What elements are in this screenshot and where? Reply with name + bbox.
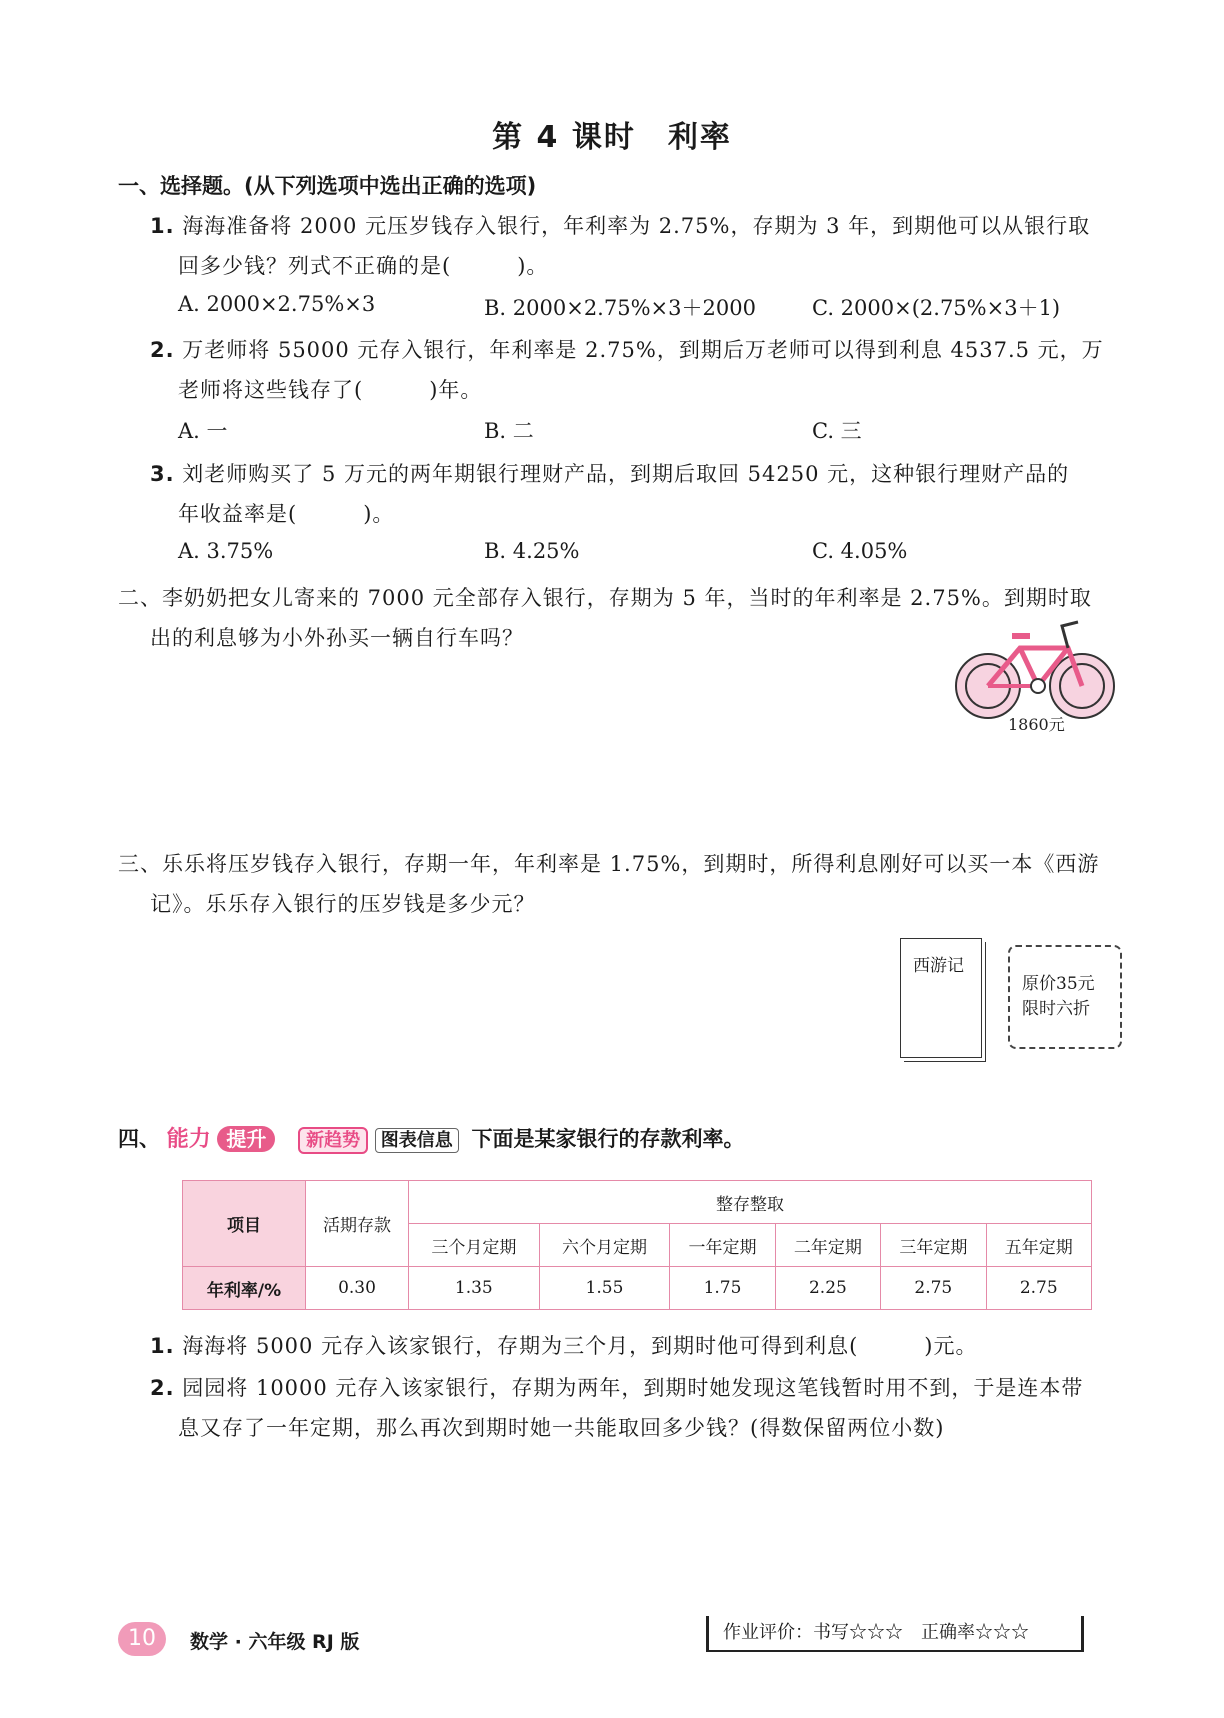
section-3-line2: 记》。乐乐存入银行的压岁钱是多少元？ bbox=[150, 892, 536, 916]
table-row-label: 年利率/% bbox=[183, 1267, 306, 1310]
bicycle-illustration bbox=[950, 618, 1120, 733]
table-period: 五年定期 bbox=[986, 1224, 1091, 1267]
homework-evaluation: 作业评价：书写☆☆☆ 正确率☆☆☆ bbox=[706, 1616, 1084, 1652]
table-cell: 1.75 bbox=[670, 1267, 775, 1310]
rate-table bbox=[182, 1180, 1092, 1310]
table-header-current: 活期存款 bbox=[306, 1181, 409, 1267]
book-illustration bbox=[900, 938, 982, 1058]
q3-line1 bbox=[150, 458, 1069, 488]
table-cell: 2.25 bbox=[775, 1267, 880, 1310]
q3-number: 3. bbox=[150, 462, 175, 486]
s4-q2-text2: 息又存了一年定期，那么再次到期时她一共能取回多少钱？(得数保留两位小数) bbox=[178, 1416, 945, 1440]
table-cell: 1.35 bbox=[409, 1267, 540, 1310]
s4-q2-number: 2. bbox=[150, 1376, 175, 1400]
section-4-prefix: 四、 bbox=[118, 1127, 160, 1151]
table-period: 三个月定期 bbox=[409, 1224, 540, 1267]
q1-line1 bbox=[150, 210, 1090, 240]
q1-text2: 回多少钱？列式不正确的是( )。 bbox=[178, 254, 549, 278]
footer-subject: 数学 · 六年级 RJ 版 bbox=[190, 1631, 360, 1653]
section-2-line1: 二、李奶奶把女儿寄来的 7000 元全部存入银行，存期为 5 年，当时的年利率是 2.75%。到期时取 bbox=[118, 586, 1092, 610]
q3-option-b[interactable]: B. 4.25% bbox=[484, 539, 580, 563]
table-header-item: 项目 bbox=[183, 1181, 306, 1267]
q2-option-c[interactable]: C. 三 bbox=[812, 419, 862, 443]
q1-option-c[interactable]: C. 2000×(2.75%×3＋1) bbox=[812, 296, 1061, 320]
q2-line1 bbox=[150, 334, 1104, 364]
q1-option-a[interactable]: A. 2000×2.75%×3 bbox=[178, 292, 376, 316]
price-discount: 限时六折 bbox=[1022, 999, 1090, 1019]
table-cell: 1.55 bbox=[539, 1267, 670, 1310]
page-number: 10 bbox=[118, 1622, 166, 1656]
q3-option-a[interactable]: A. 3.75% bbox=[178, 539, 274, 563]
table-cell: 2.75 bbox=[986, 1267, 1091, 1310]
price-original: 原价35元 bbox=[1022, 974, 1095, 994]
section-2-line2: 出的利息够为小外孙买一辆自行车吗？ bbox=[150, 626, 524, 650]
section-1-heading: 一、选择题。(从下列选项中选出正确的选项) bbox=[118, 174, 537, 198]
q2-option-b[interactable]: B. 二 bbox=[484, 419, 534, 443]
bicycle-icon bbox=[956, 622, 1114, 718]
section-4-desc: 下面是某家银行的存款利率。 bbox=[471, 1127, 745, 1151]
table-period: 三年定期 bbox=[881, 1224, 986, 1267]
q3-text1: 刘老师购买了 5 万元的两年期银行理财产品，到期后取回 54250 元，这种银行理财产品的 bbox=[182, 462, 1070, 486]
table-period: 一年定期 bbox=[670, 1224, 775, 1267]
price-tag bbox=[1008, 945, 1122, 1049]
page-title: 第 4 课时 利率 bbox=[492, 120, 732, 155]
q1-number: 1. bbox=[150, 214, 175, 238]
q1-text1: 海海准备将 2000 元压岁钱存入银行，年利率为 2.75%，存期为 3 年，到期他可以从银行取 bbox=[182, 214, 1091, 238]
table-period: 二年定期 bbox=[775, 1224, 880, 1267]
chart-info-tag: 图表信息 bbox=[375, 1128, 459, 1153]
s4-q1-text1: 海海将 5000 元存入该家银行，存期为三个月，到期时他可得到利息( )元。 bbox=[182, 1334, 978, 1358]
q2-text2: 老师将这些钱存了( )年。 bbox=[178, 378, 483, 402]
trend-tag: 新趋势 bbox=[298, 1127, 368, 1154]
table-cell: 0.30 bbox=[306, 1267, 409, 1310]
q3-option-c[interactable]: C. 4.05% bbox=[812, 539, 908, 563]
improve-badge: 提升 bbox=[217, 1126, 275, 1152]
s4-q1-line1 bbox=[150, 1330, 977, 1360]
q2-text1: 万老师将 55000 元存入银行，年利率是 2.75%，到期后万老师可以得到利息 4537.5 元，万 bbox=[182, 338, 1104, 362]
table-period: 六个月定期 bbox=[539, 1224, 670, 1267]
table-header-fixed: 整存整取 bbox=[409, 1181, 1092, 1224]
bicycle-price: 1860元 bbox=[1008, 715, 1065, 733]
q3-text2: 年收益率是( )。 bbox=[178, 502, 395, 526]
section-3-line1: 三、乐乐将压岁钱存入银行，存期一年，年利率是 1.75%，到期时，所得利息刚好可以买一本《西游 bbox=[118, 852, 1100, 876]
q2-number: 2. bbox=[150, 338, 175, 362]
q1-option-b[interactable]: B. 2000×2.75%×3＋2000 bbox=[484, 296, 756, 320]
table-cell: 2.75 bbox=[881, 1267, 986, 1310]
q2-option-a[interactable]: A. 一 bbox=[178, 419, 228, 443]
s4-q2-line1 bbox=[150, 1372, 1083, 1402]
book-title: 西游记 bbox=[913, 956, 964, 976]
section-4-heading bbox=[118, 1122, 744, 1153]
ability-label: 能力 bbox=[166, 1127, 211, 1152]
s4-q1-number: 1. bbox=[150, 1334, 175, 1358]
s4-q2-text1: 园园将 10000 元存入该家银行，存期为两年，到期时她发现这笔钱暂时用不到，于是连本带 bbox=[182, 1376, 1084, 1400]
